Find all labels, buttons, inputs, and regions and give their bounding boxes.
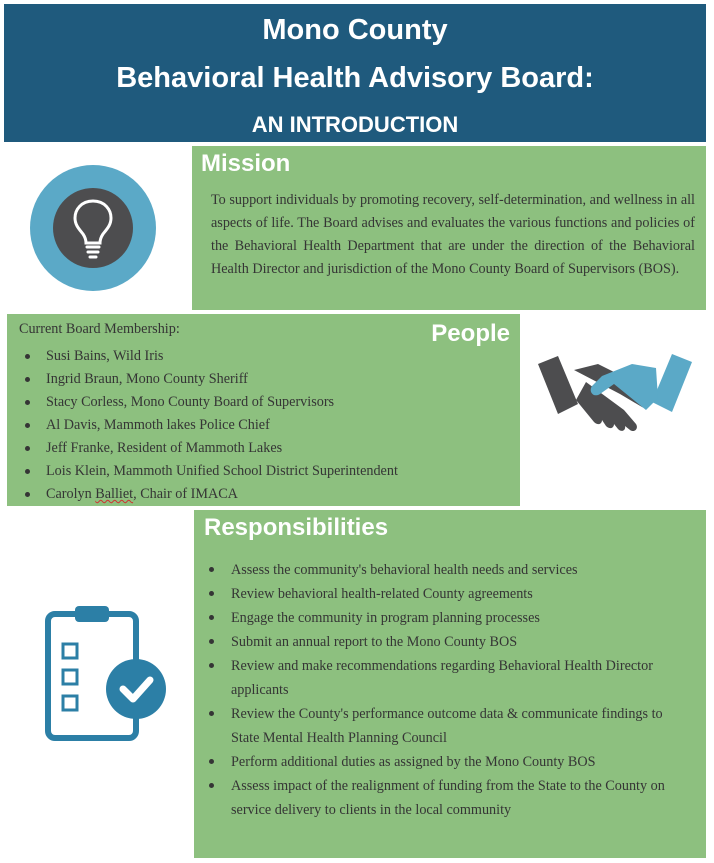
responsibilities-list: [209, 558, 694, 822]
responsibility-item: Review the County's performance outcome data & communicate findings to State Mental Health Planning Council: [209, 702, 694, 750]
responsibility-item: Perform additional duties as assigned by the Mono County BOS: [209, 750, 694, 774]
header-title-line2: Behavioral Health Advisory Board:: [116, 62, 594, 94]
member-item: Susi Bains, Wild Iris: [25, 345, 398, 368]
member-last-name: Balliet: [95, 486, 134, 502]
lightbulb-icon: [30, 165, 156, 291]
board-membership-heading: Current Board Membership:: [19, 321, 180, 337]
mission-text: To support individuals by promoting recovery, self-determination, and wellness in all aspects of life. The Board advises and evaluates the various functions and policies of the Behavioral Health Department that are under the direction of the Behavioral Health Director and jurisdiction of the Mono County Board of Supervisors (BOS).: [211, 192, 695, 277]
page-header: [4, 4, 706, 142]
member-item: Lois Klein, Mammoth Unified School District Superintendent: [25, 460, 398, 483]
member-role: , Chair of IMACA: [133, 486, 238, 502]
responsibility-item: Submit an annual report to the Mono County BOS: [209, 630, 694, 654]
member-list: [25, 345, 398, 506]
responsibility-item: Review behavioral health-related County agreements: [209, 582, 694, 606]
responsibility-item: Engage the community in program planning processes: [209, 606, 694, 630]
clipboard-checklist-icon: [45, 604, 169, 744]
member-item: Jeff Franke, Resident of Mammoth Lakes: [25, 437, 398, 460]
member-first-name: Carolyn: [46, 486, 92, 502]
people-title: People: [431, 320, 510, 347]
responsibility-item: Review and make recommendations regarding Behavioral Health Director applicants: [209, 654, 694, 702]
responsibilities-title: Responsibilities: [204, 514, 389, 541]
people-panel: [7, 314, 520, 506]
responsibilities-panel: [194, 510, 706, 858]
member-item: Al Davis, Mammoth lakes Police Chief: [25, 414, 398, 437]
responsibility-item: Assess the community's behavioral health needs and services: [209, 558, 694, 582]
header-subtitle: AN INTRODUCTION: [251, 112, 459, 137]
responsibility-item: Assess impact of the realignment of funding from the State to the County on service delivery to clients in the local community: [209, 774, 694, 822]
member-item: Stacy Corless, Mono County Board of Supervisors: [25, 391, 398, 414]
member-item: Ingrid Braun, Mono County Sheriff: [25, 368, 398, 391]
member-item: [25, 483, 398, 506]
mission-title: Mission: [201, 150, 291, 177]
mission-panel: [192, 146, 706, 310]
header-title-line1: Mono County: [262, 14, 448, 46]
handshake-icon: [536, 352, 694, 434]
